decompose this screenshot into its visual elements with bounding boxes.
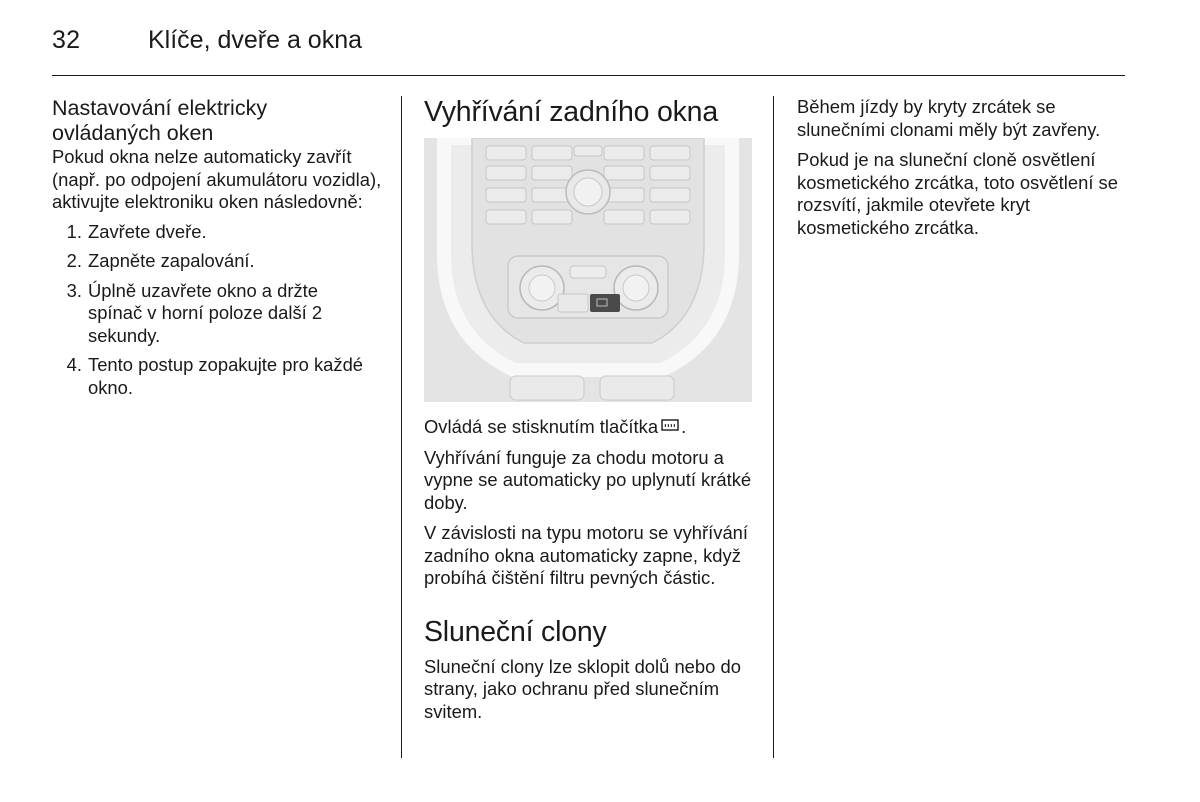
column-divider-right <box>773 96 774 758</box>
control-text: Ovládá se stisknutím tlačítka <box>424 416 659 437</box>
intro-paragraph: Pokud okna nelze automaticky zavřít (např. po odpojení akumulátoru vozidla), aktivujte elektroniku oken následovně: <box>52 146 382 212</box>
list-item <box>52 221 392 244</box>
paragraph-mirror-lighting: Pokud je na sluneční cloně osvětlení kosmetického zrcátka, toto osvětlení se rozsvítí, jakmile otevřete kryt kosmetického zrcátka. <box>797 149 1118 238</box>
step-text: Zapněte zapalování. <box>88 250 255 271</box>
paragraph-mirror-covers: Během jízdy by kryty zrcátek se slunečními clonami měly být zavřeny. <box>797 96 1101 140</box>
step-number: 4. <box>66 354 82 375</box>
header-divider <box>52 75 1125 76</box>
rear-defrost-icon <box>661 419 681 435</box>
heading-line-2: ovládaných oken <box>52 121 214 145</box>
step-number: 2. <box>66 250 82 271</box>
column-1 <box>52 96 392 406</box>
section-heading-sun-visors: Sluneční clony <box>424 615 607 648</box>
step-number: 3. <box>66 279 82 301</box>
section-heading-window-electronics <box>52 96 392 146</box>
list-item <box>52 354 392 399</box>
heading-line-1: Nastavování elektricky <box>52 96 268 120</box>
section-heading-rear-window-heating: Vyhřívání zadního okna <box>424 96 718 128</box>
step-text: Úplně uzavřete okno a držte spínač v horní poloze další 2 sekundy. <box>88 279 323 346</box>
column-divider-left <box>401 96 402 758</box>
step-text: Tento postup zopakujte pro každé okno. <box>88 354 364 398</box>
center-console-figure <box>424 138 752 402</box>
control-text-end: . <box>681 416 687 437</box>
list-item <box>52 280 392 348</box>
paragraph-dpf-info: V závislosti na typu motoru se vyhřívání zadního okna automaticky zapne, když probíhá čištění filtru pevných částic. <box>424 522 749 588</box>
step-text: Zavřete dveře. <box>88 220 207 242</box>
highlighted-defrost-button <box>590 294 620 312</box>
paragraph-control <box>424 416 759 439</box>
steps-list <box>52 221 392 400</box>
running-title: Klíče, dveře a okna <box>148 26 363 54</box>
step-number: 1. <box>66 220 82 242</box>
paragraph-heating-info: Vyhřívání funguje za chodu motoru a vypne se automaticky po uplynutí krátké doby. <box>424 446 752 513</box>
list-item <box>52 250 392 273</box>
column-3 <box>797 96 1127 247</box>
column-2 <box>424 96 759 731</box>
dashboard-illustration <box>424 138 752 402</box>
paragraph-sun-visors: Sluneční clony lze sklopit dolů nebo do strany, jako ochranu před slunečním svitem. <box>424 655 741 722</box>
page-number: 32 <box>52 26 81 54</box>
